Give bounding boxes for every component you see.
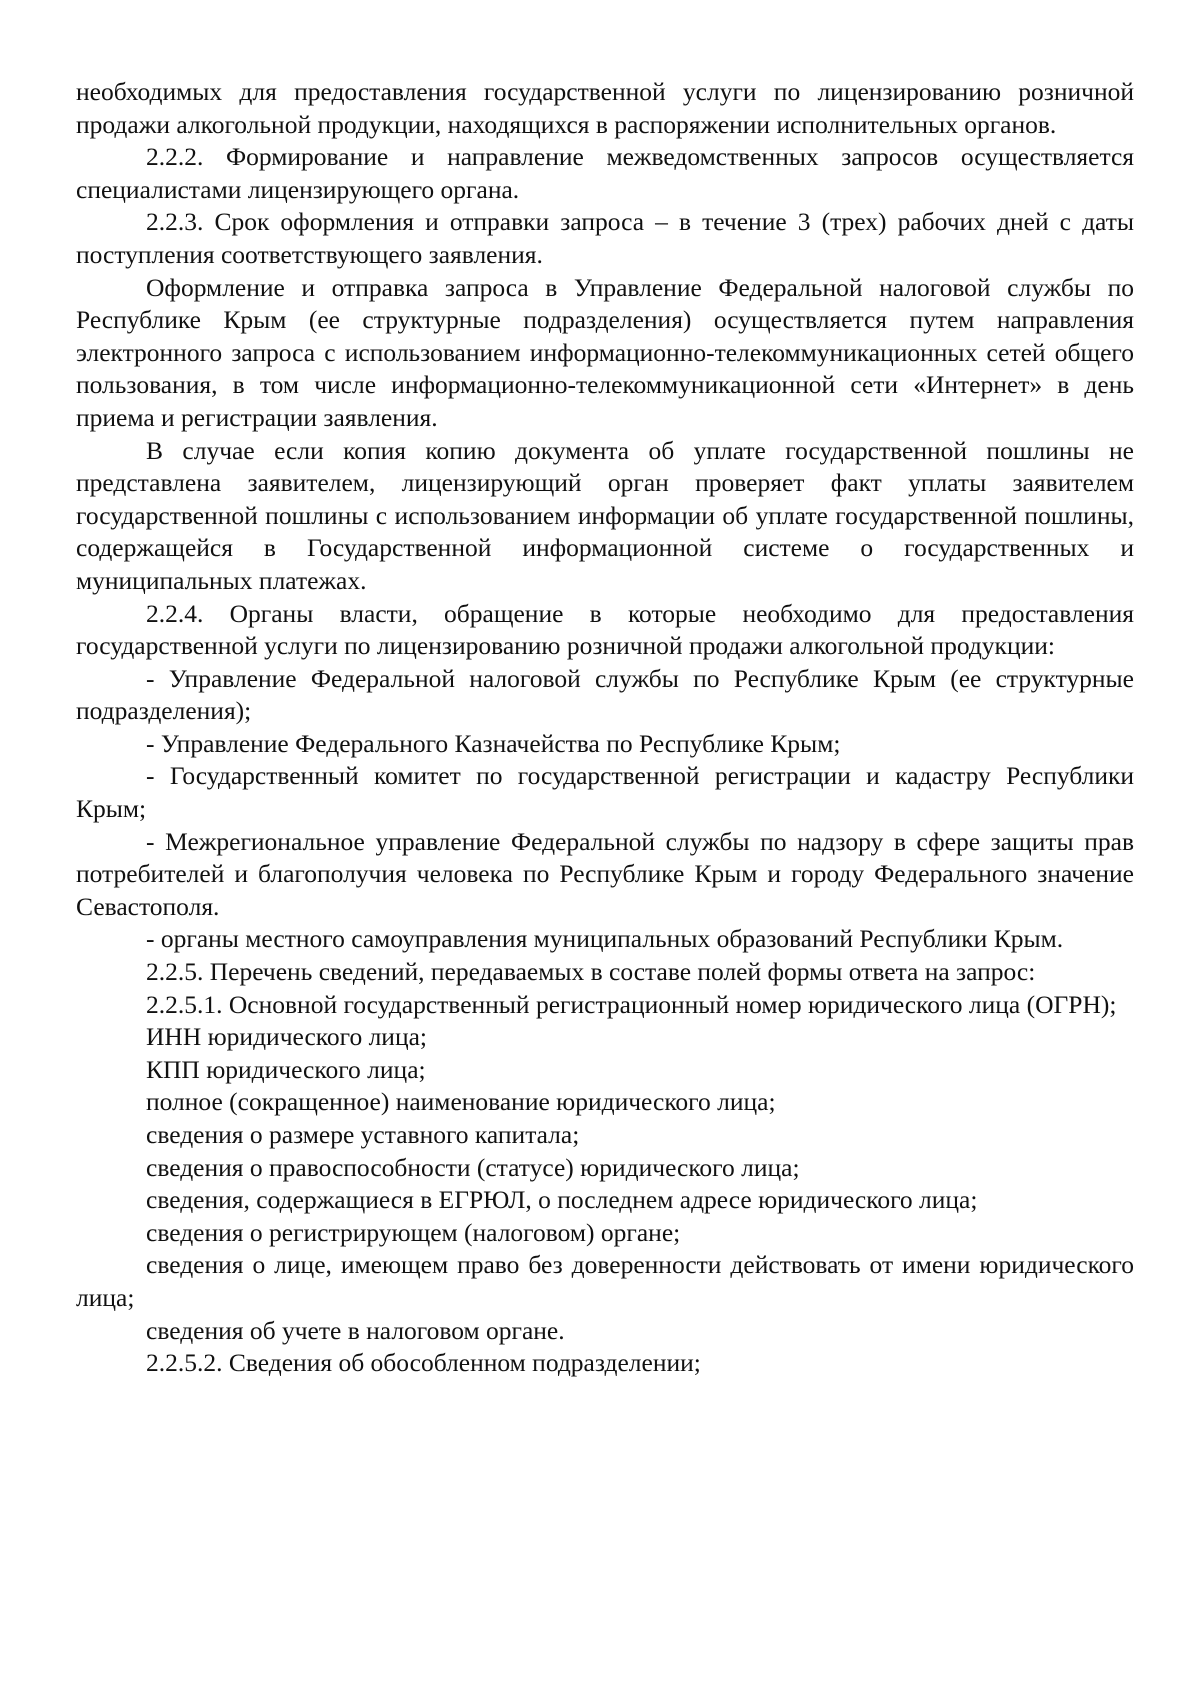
field-item: сведения об учете в налоговом органе. xyxy=(146,1315,565,1345)
paragraph-continuation: необходимых для предоставления государственной услуги по лицензированию розничной продажи алкогольной продукции, находящихся в распоряжении исполнительных органов. xyxy=(76,77,1134,139)
field-item: сведения, содержащиеся в ЕГРЮЛ, о последнем адресе юридического лица; xyxy=(146,1185,978,1215)
organ-item: - Управление Федерального Казначейства по Республике Крым; xyxy=(146,728,841,758)
organ-item: - органы местного самоуправления муниципальных образований Республики Крым. xyxy=(146,924,1064,954)
paragraph-2-2-4: 2.2.4. Органы власти, обращение в которые необходимо для предоставления государственной услуги по лицензированию розничной продажи алкогольной продукции: xyxy=(76,598,1134,661)
organ-item: - Управление Федеральной налоговой службы по Республике Крым (ее структурные подразделения); xyxy=(76,663,1134,726)
paragraph-2-2-5-1: 2.2.5.1. Основной государственный регистрационный номер юридического лица (ОГРН); xyxy=(146,989,1117,1019)
paragraph-2-2-5-2: 2.2.5.2. Сведения об обособленном подразделении; xyxy=(146,1348,701,1378)
field-item: сведения о правоспособности (статусе) юридического лица; xyxy=(146,1152,800,1182)
field-item: сведения о размере уставного капитала; xyxy=(146,1120,580,1149)
field-item: сведения о регистрирующем (налоговом) органе; xyxy=(146,1217,681,1247)
field-item: ИНН юридического лица; xyxy=(146,1022,427,1052)
field-item-long: сведения о лице, имеющем право без доверенности действовать от имени юридического лица; xyxy=(76,1250,1134,1312)
paragraph-2-2-3: 2.2.3. Срок оформления и отправки запроса – в течение 3 (трех) рабочих дней с даты поступления соответствующего заявления. xyxy=(76,207,1134,269)
paragraph-fns-request: Оформление и отправка запроса в Управление Федеральной налоговой службы по Республике Крым (ее структурные подразделения) осуществляется путем направления электронного запроса с использованием информационно-телекоммуникационных сетей общего пользования, в том числе информационно-телекоммуникационной сети «Интернет» в день приема и регистрации заявления. xyxy=(76,272,1134,432)
organ-item: - Государственный комитет по государственной регистрации и кадастру Республики Крым; xyxy=(76,761,1134,824)
paragraph-2-2-5: 2.2.5. Перечень сведений, передаваемых в составе полей формы ответа на запрос: xyxy=(146,957,1036,987)
document-page xyxy=(76,76,1134,1380)
paragraph-2-2-2: 2.2.2. Формирование и направление межведомственных запросов осуществляется специалистами лицензирующего органа. xyxy=(76,142,1134,204)
field-item: КПП юридического лица; xyxy=(146,1054,426,1084)
field-item: полное (сокращенное) наименование юридического лица; xyxy=(146,1087,776,1117)
paragraph-state-fee: В случае если копия копию документа об уплате государственной пошлины не представлена заявителем, лицензирующий орган проверяет факт уплаты заявителем государственной пошлины с использованием информации об уплате государственной пошлины, содержащейся в Государственной информационной системе о государственных и муниципальных платежах. xyxy=(76,435,1134,595)
organ-item: - Межрегиональное управление Федеральной службы по надзору в сфере защиты прав потребителей и благополучия человека по Республике Крым и городу Федерального значение Севастополя. xyxy=(76,826,1134,921)
